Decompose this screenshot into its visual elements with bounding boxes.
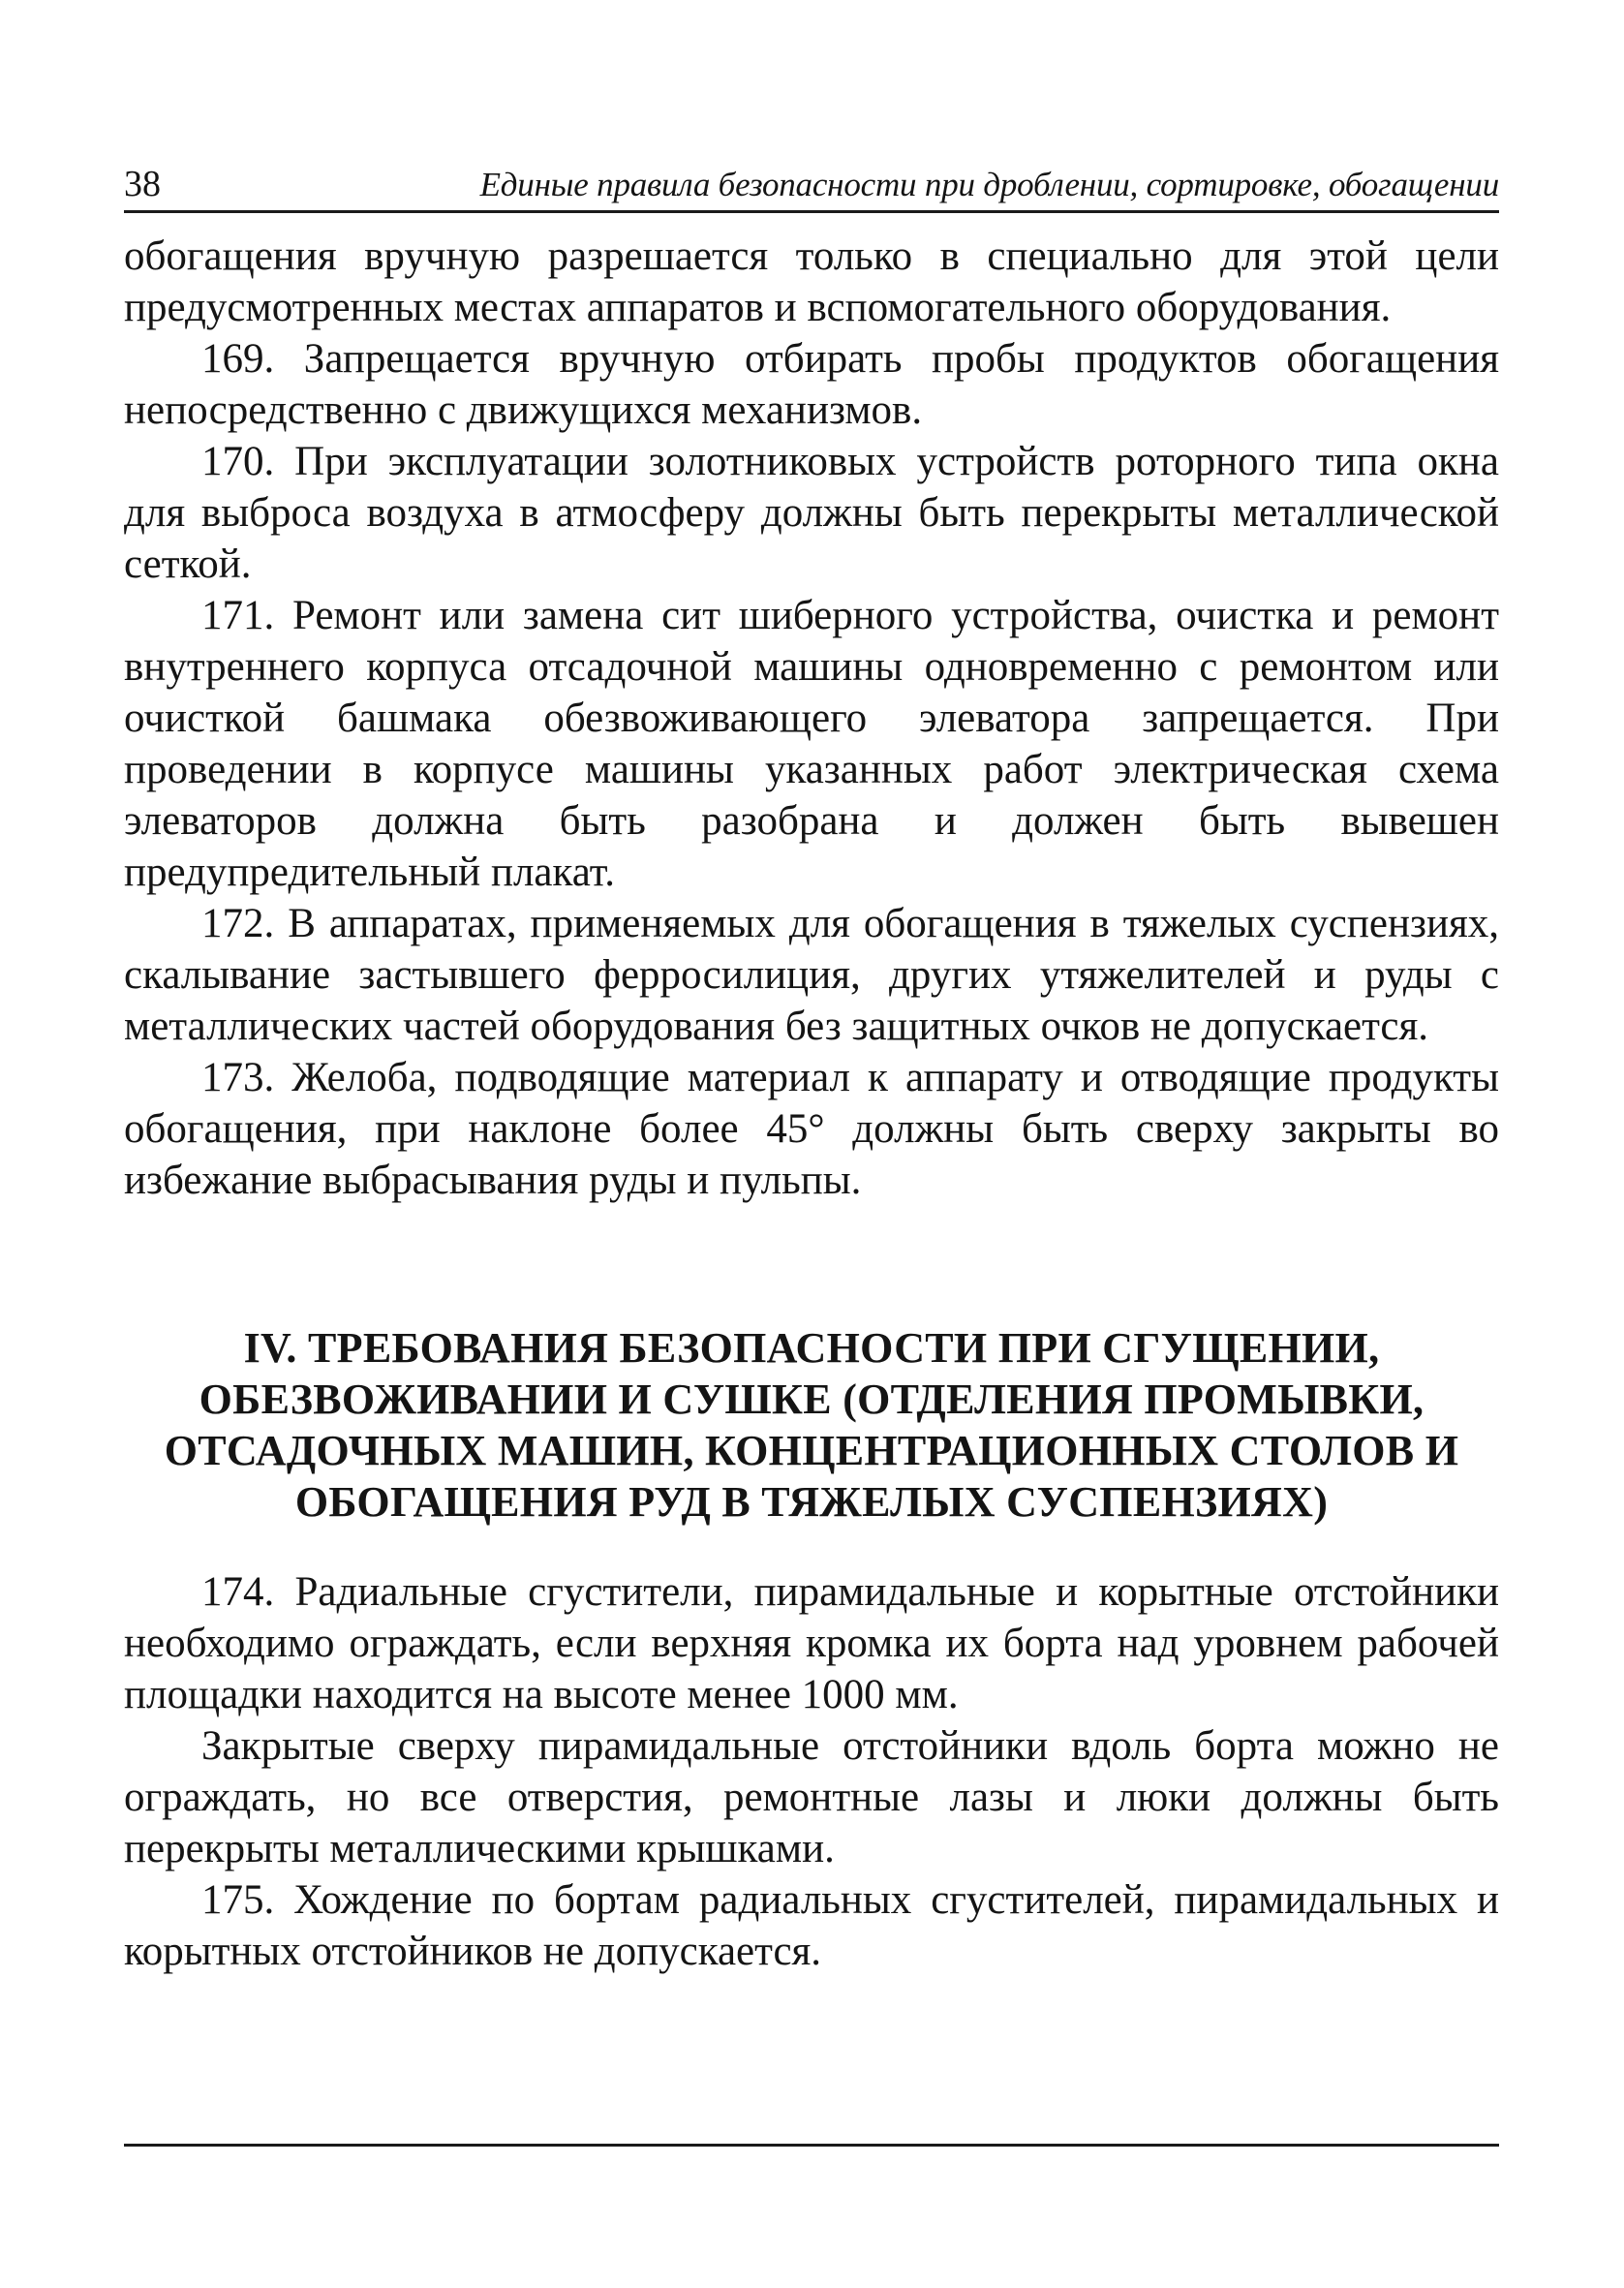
paragraph-174: 174. Радиальные сгустители, пирамидальные и корытные отстойники необходимо ограждать, если верхняя кромка их борта над уровнем рабочей площадки находится на высоте менее 1000 мм. bbox=[124, 1569, 1499, 1717]
paragraph-170: 170. При эксплуатации золотниковых устройств роторного типа окна для выброса воздуха в атмосферу должны быть перекрыты металлической сеткой. bbox=[124, 439, 1499, 587]
page-header bbox=[124, 165, 1499, 213]
running-title: Единые правила безопасности при дроблении, сортировке, обогащении bbox=[479, 166, 1499, 203]
paragraph-continuation: обогащения вручную разрешается только в специально для этой цели предусмотренных местах аппаратов и вспомогательного оборудования. bbox=[124, 233, 1499, 330]
body-text bbox=[124, 231, 1499, 1206]
paragraph-174-note: Закрытые сверху пирамидальные отстойники вдоль борта можно не ограждать, но все отверстия, ремонтные лазы и люки должны быть перекрыты металлическими крышками. bbox=[124, 1723, 1499, 1871]
paragraph-172: 172. В аппаратах, применяемых для обогащения в тяжелых суспензиях, скалывание застывшего ферросилиция, других утяжелителей и руды с металлических частей оборудования без защитных очков не допускается. bbox=[124, 901, 1499, 1049]
paragraph-175: 175. Хождение по бортам радиальных сгустителей, пирамидальных и корытных отстойников не допускается. bbox=[124, 1877, 1499, 1974]
paragraph-173: 173. Желоба, подводящие материал к аппарату и отводящие продукты обогащения, при наклоне более 45° должны быть сверху закрыты во избежание выбрасывания руды и пульпы. bbox=[124, 1055, 1499, 1203]
page-number: 38 bbox=[124, 164, 161, 204]
section-body bbox=[124, 1566, 1499, 1977]
section-heading: IV. ТРЕБОВАНИЯ БЕЗОПАСНОСТИ ПРИ СГУЩЕНИИ, ОБЕЗВОЖИВАНИИ И СУШКЕ (ОТДЕЛЕНИЯ ПРОМЫВКИ, ОТСАДОЧНЫХ МАШИН, КОНЦЕНТРАЦИОННЫХ СТОЛОВ И ОБОГАЩЕНИЯ РУД В ТЯЖЕЛЫХ СУСПЕНЗИЯХ) bbox=[164, 1324, 1459, 1526]
paragraph-169: 169. Запрещается вручную отбирать пробы продуктов обогащения непосредственно с движущихся механизмов. bbox=[124, 336, 1499, 433]
bottom-rule bbox=[124, 2144, 1499, 2147]
document-page bbox=[124, 165, 1499, 1977]
paragraph-171: 171. Ремонт или замена сит шиберного устройства, очистка и ремонт внутреннего корпуса отсадочной машины одновременно с ремонтом или очисткой башмака обезвоживающего элеватора запрещается. При проведении в корпусе машины указанных работ электрическая схема элеваторов должна быть разобрана и должен быть вывешен предупредительный плакат. bbox=[124, 593, 1499, 895]
